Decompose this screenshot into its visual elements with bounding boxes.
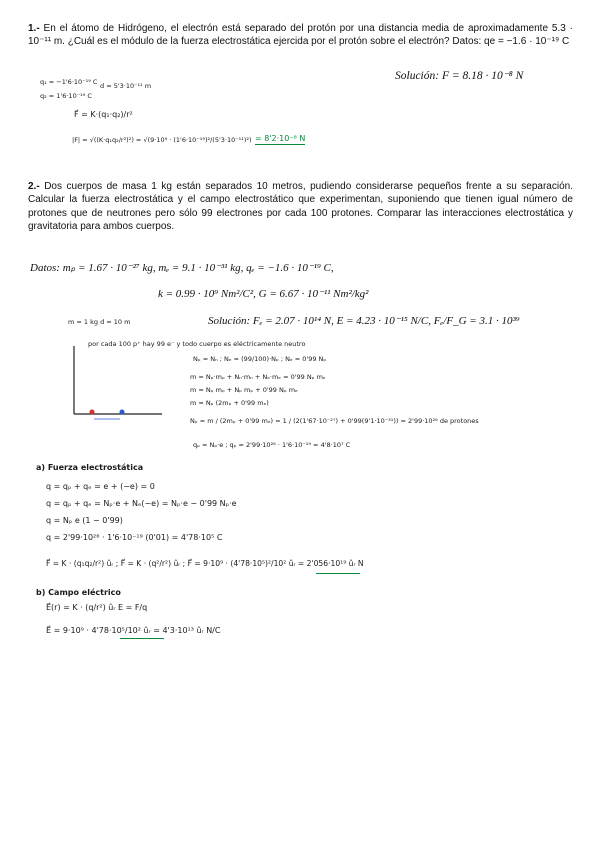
- hw2-line5: Nₚ = m / (2mₚ + 0'99 mₑ) = 1 / (2(1'67·10⁻²⁷) + 0'99(9'1·10⁻³¹)) = 2'99·10²⁶ de protones: [190, 417, 479, 425]
- hw2-line3: m = Nₚ mₚ + Nₚ mₚ + 0'99 Nₚ mₑ: [190, 386, 298, 394]
- hw2-note: por cada 100 p⁺ hay 99 e⁻ y todo cuerpo es eléctricamente neutro: [88, 340, 306, 348]
- hw2-a5: F⃗ = K · (q₁q₂/r²) ûᵣ ; F⃗ = K · (q²/r²) ûᵣ ; F⃗ = 9·10⁹ · (4'78·10⁵)²/10² ûᵣ = 2'056·10¹⁹ ûᵣ N: [46, 559, 364, 568]
- hw1-calc: |F| = √((K·q₁q₂/r²)²) = √(9·10⁹ · (1'6·10⁻¹⁹)²/(5'3·10⁻¹¹)²): [72, 136, 252, 144]
- problem2-constants: k = 0.99 · 10⁹ Nm²/C², G = 6.67 · 10⁻¹¹ Nm²/kg²: [158, 288, 369, 300]
- problem1-text: En el átomo de Hidrógeno, el electrón está separado del protón por una distancia media de aproximadamente 5.3 · 10⁻¹¹ m. ¿Cuál es el módulo de la fuerza electrostática ejercida por el protón sobre el electrón? Datos: q: [28, 23, 573, 48]
- problem2-text: Dos cuerpos de masa 1 kg están separados 10 metros, pudiendo considerarse pequeños frente a su separación. Calcular la fuerza electrostática y el campo electrostático que experimentan, suponiendo que tienen igual número de protones que de neutrones pero sólo 99 electrones por cada 100 protones. Comparar las interacciones electrostática y gravitatoria para ambos cuerpos.: [28, 181, 573, 233]
- hw1-formula: F⃗ = K·(q₁·q₂)/r²: [74, 110, 133, 119]
- section-a-title: a) Fuerza electrostática: [36, 463, 144, 472]
- hw2-mass: m = 1 kg d = 10 m: [68, 318, 131, 326]
- hw1-q1: q₁ = −1'6·10⁻¹⁹ C: [40, 78, 98, 86]
- problem1-number: 1.-: [28, 23, 40, 34]
- body-2-marker: [120, 410, 125, 415]
- problem2-solution: Solución: Fₑ = 2.07 · 10¹⁴ N, E = 4.23 · 10⁻¹⁵ N/C, Fₑ/F_G = 3.1 · 10³⁹: [208, 315, 520, 327]
- hw2-line4: m = Nₚ (2mₚ + 0'99 mₑ): [190, 399, 269, 407]
- hw2-a2: q = qₚ + qₑ = Nₚ·e + Nₑ(−e) = Nₚ·e − 0'99 Nₚ·e: [46, 499, 237, 508]
- hw2-a1: q = qₚ + qₑ = e + (−e) = 0: [46, 482, 155, 491]
- hw2-line6: qₚ = Nₚ·e ; qₚ = 2'99·10²⁶ · 1'6·10⁻¹⁹ = 4'8·10⁷ C: [193, 441, 351, 449]
- hw1-d: d = 5'3·10⁻¹¹ m: [100, 82, 152, 90]
- hw1-result-text: = 8'2·10⁻⁸ N: [255, 134, 306, 143]
- body-1-marker: [90, 410, 95, 415]
- problem1-data-tail: e = −1.6 · 10⁻¹⁹ C: [489, 36, 570, 48]
- hw2-line1: Nₚ = Nₙ ; Nₑ = (99/100)·Nₚ ; Nₑ = 0'99 Nₚ: [193, 355, 327, 363]
- two-bodies-diagram: [70, 340, 170, 430]
- hw1-result: [255, 134, 305, 143]
- b2-result-underline: [120, 638, 164, 639]
- hw2-line2: m = Nₚ·mₚ + Nₙ·mₙ + Nₑ·mₑ = 0'99 Nₚ mₑ: [190, 373, 326, 381]
- problem1-statement: [28, 22, 573, 49]
- hw2-a3: q = Nₚ e (1 − 0'99): [46, 516, 123, 525]
- problem1-solution: Solución: F = 8.18 · 10⁻⁸ N: [395, 70, 524, 82]
- hw2-b1: E⃗(r) = K · (q/r²) ûᵣ E = F/q: [46, 603, 148, 612]
- hw2-a4: q = 2'99·10²⁶ · 1'6·10⁻¹⁹ (0'01) = 4'78·10⁵ C: [46, 533, 223, 542]
- hw2-b2: E⃗ = 9·10⁹ · 4'78·10⁵/10² ûᵣ = 4'3·10¹³ ûᵣ N/C: [46, 626, 221, 635]
- section-b-title: b) Campo eléctrico: [36, 588, 121, 597]
- a5-result-underline: [316, 573, 360, 574]
- problem2-data-line: Datos: mₚ = 1.67 · 10⁻²⁷ kg, mₑ = 9.1 · 10⁻³¹ kg, qₑ = −1.6 · 10⁻¹⁹ C,: [30, 262, 334, 274]
- problem2-number: 2.-: [28, 181, 40, 192]
- problem2-statement: [28, 180, 573, 234]
- hw1-q2: q₂ = 1'6·10⁻¹⁹ C: [40, 92, 92, 100]
